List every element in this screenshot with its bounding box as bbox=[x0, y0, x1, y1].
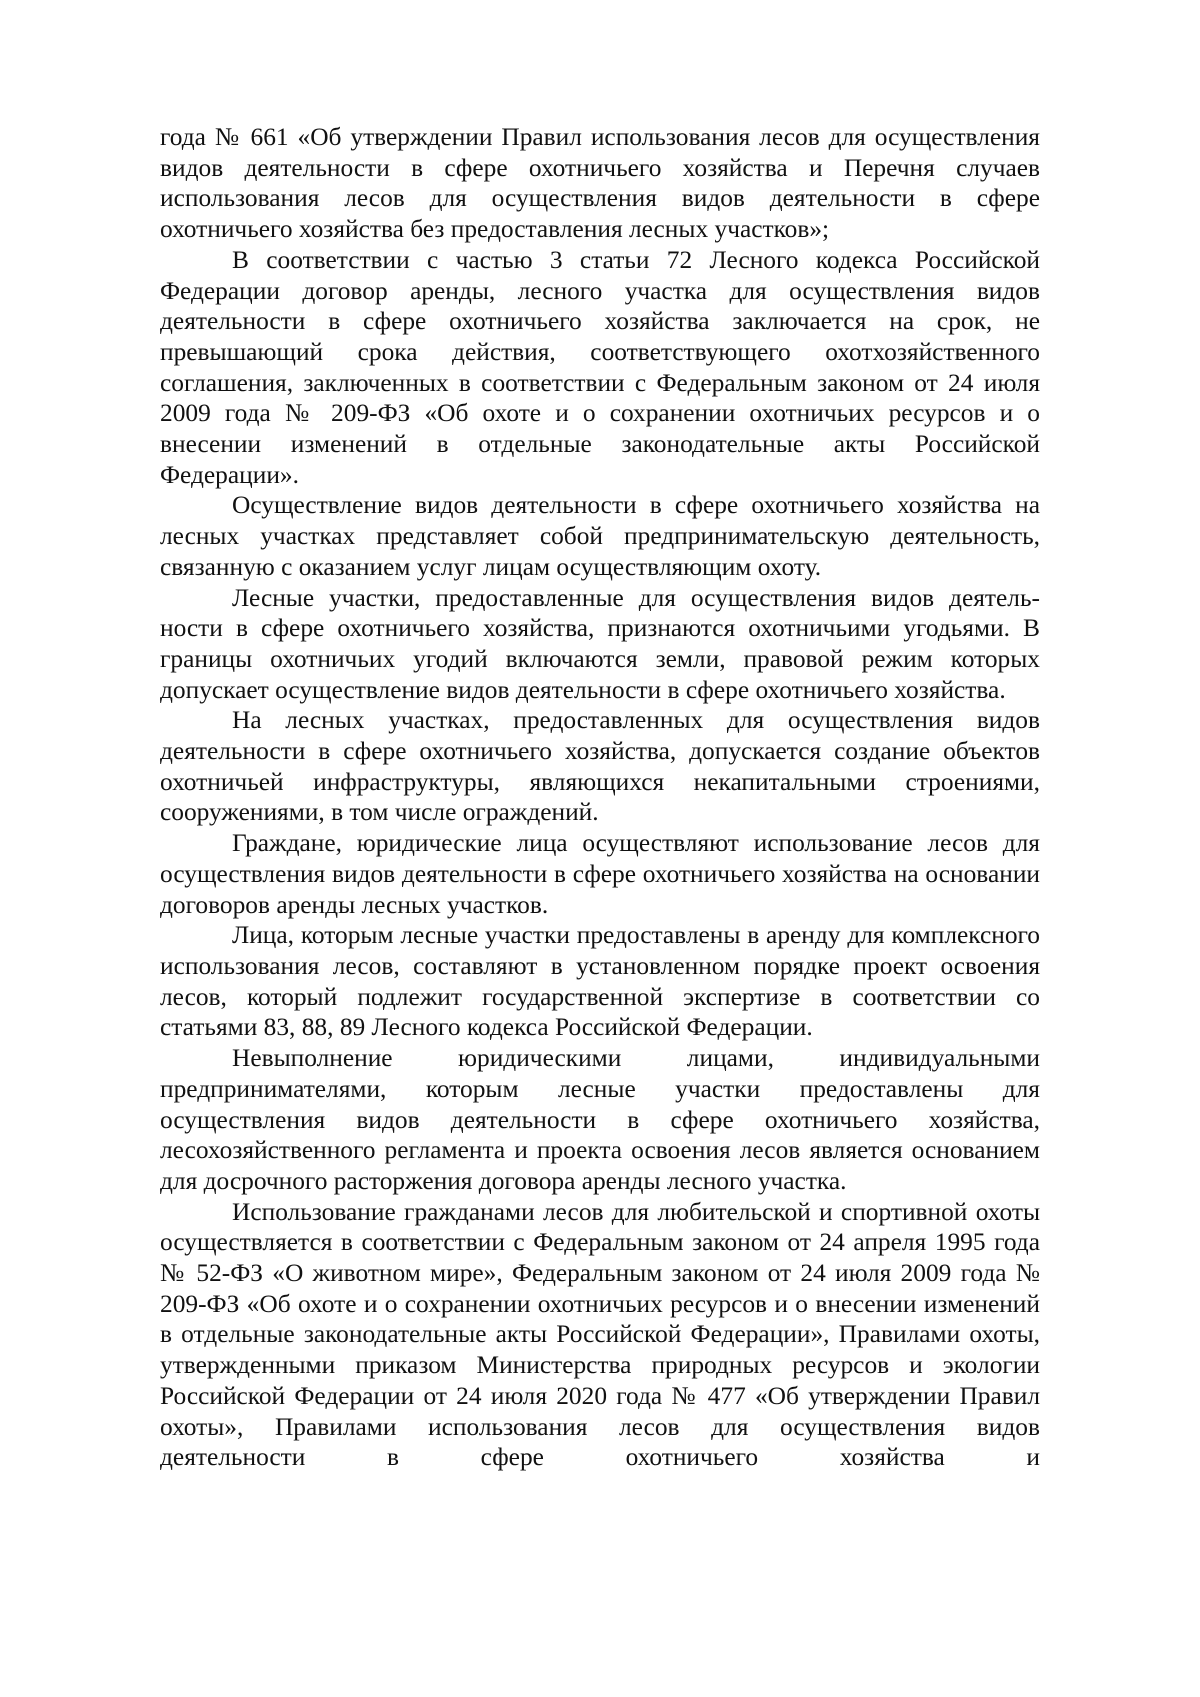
paragraph-business-activity: Осуществление видов деятельности в сфере охотничьего хозяйства на лесных участках представляет собой предпринимательскую деятельность, связанную с оказанием услуг лицам осуществляющим охоту. bbox=[160, 491, 1040, 581]
paragraph-hunting-grounds: Лесные участки, предоставленные для осуществления видов деятельности в сфере охотничьего хозяйства, признаются охотничьими угодьями. В границы охотничьих угодий включаются земли, правовой режим которых допускает осуществление видов деятельности в сфере охотничьего хозяйства. bbox=[160, 583, 1040, 704]
paragraph-termination: Невыполнение юридическими лицами, индивидуальными предпринимателями, которым лесные участки предоставлены для осуществления видов деятельности в сфере охотничьего хозяйства, лесохозяйственного регламента и проекта освоения лесов является основанием для досрочного расторжения договора аренды лесного участка. bbox=[160, 1044, 1040, 1195]
document-page bbox=[160, 122, 1040, 1473]
paragraph-lease-term: В соответствии с частью 3 статьи 72 Лесного кодекса Российской Федерации договор аренды, лесного участка для осуществления видов деятельности в сфере охотничьего хозяйства заключается на срок, не превышающий срока действия, соответствующего охотхозяйственного соглашения, заключенных в соответствии с Федеральным законом от 24 июля 2009 года № 209-ФЗ «Об охоте и о сохранении охотничьих ресурсов и о внесении изменений в отдельные законодательные акты Российской Федерации». bbox=[160, 245, 1040, 489]
paragraph-amateur-hunting: Использование гражданами лесов для любительской и спортивной охоты осуществляется в соответствии с Федеральным законом от 24 апреля 1995 года № 52-ФЗ «О животном мире», Федеральным законом от 24 июля 2009 года № 209-ФЗ «Об охоте и о сохранении охотничьих ресурсов и о внесении изменений в отдельные законодательные акты Российской Федерации», Правилами охоты, утвержденными приказом Министерства природных ресурсов и экологии Российской Федерации от 24 июля 2020 года № 477 «Об утверждении Правил охоты», Правилами использования лесов для осуществления видов деятельности в сфере охотничьего хозяйства и bbox=[160, 1197, 1040, 1472]
paragraph-infrastructure: На лесных участках, предоставленных для осуществления видов деятельности в сфере охотничьего хозяйства, допускается создание объектов охотничьей инфраструктуры, являющихся некапитальными строениями, сооружениями, в том числе ограждений. bbox=[160, 706, 1040, 827]
paragraph-forest-project: Лица, которым лесные участки предоставлены в аренду для комплексного использования лесов, составляют в установленном порядке проект освоения лесов, который подлежит государственной экспертизе в соответствии со статьями 83, 88, 89 Лесного кодекса Российской Федерации. bbox=[160, 921, 1040, 1042]
paragraph-lease-basis: Граждане, юридические лица осуществляют использование лесов для осуществления видов деятельности в сфере охотничьего хозяйства на основании договоров аренды лесных участков. bbox=[160, 829, 1040, 919]
paragraph-continuation: года № 661 «Об утверждении Правил использования лесов для осуществления видов деятельности в сфере охотничьего хозяйства и Перечня случаев использования лесов для осуществления видов деятельности в сфере охотничьего хозяйства без предоставления лесных участков»; bbox=[160, 123, 1040, 244]
